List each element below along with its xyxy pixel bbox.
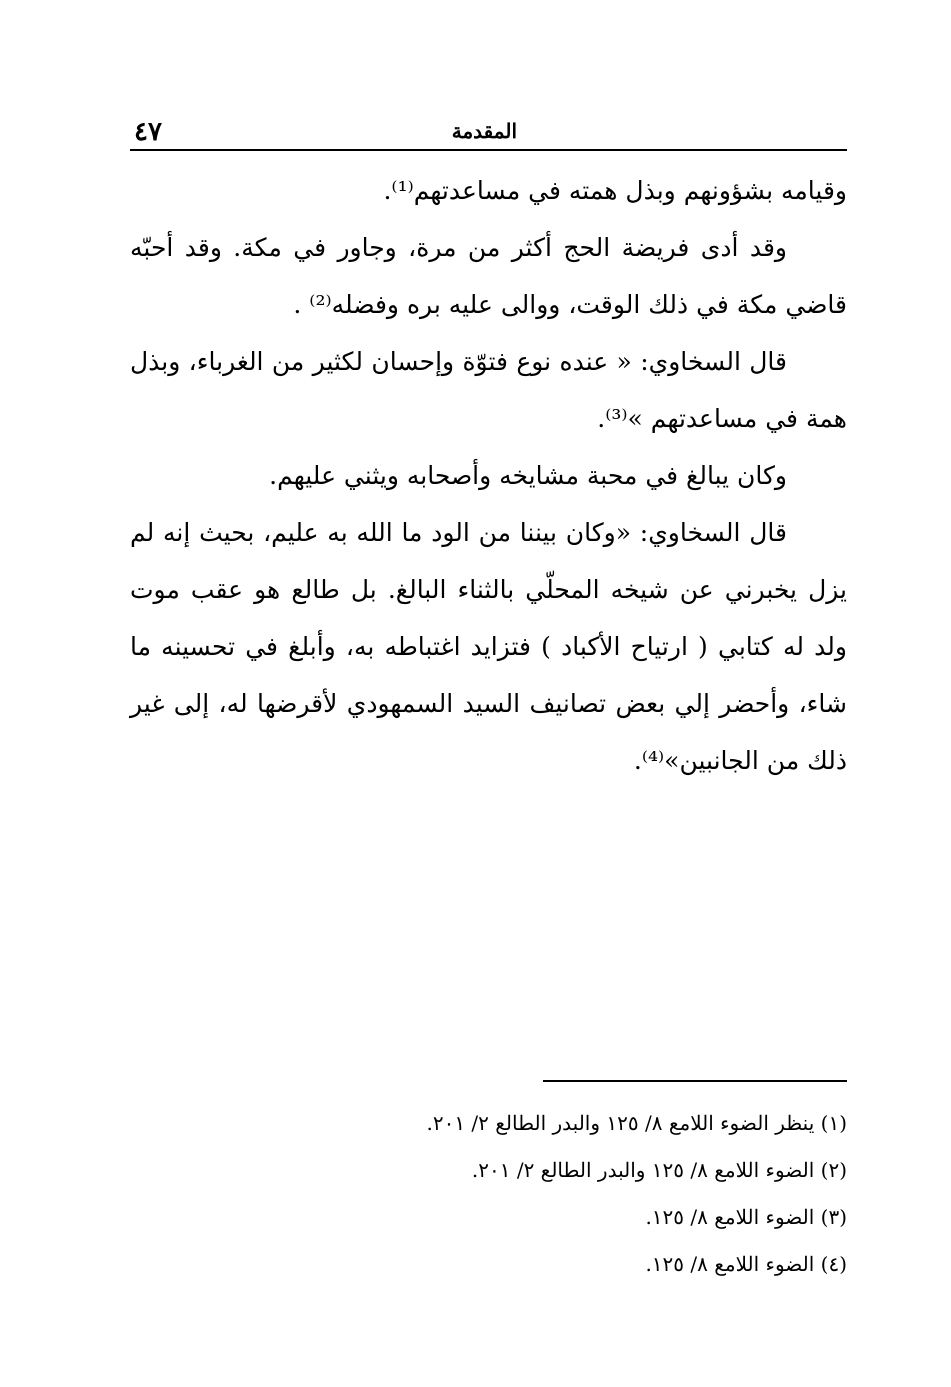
main-text (130, 162, 847, 789)
paragraph-3: قال السخاوي: « عنده نوع فتوّة وإحسان لكثير من الغرباء، وبذل همة في مساعدتهم »⁽³⁾. (130, 347, 847, 433)
running-header-title: المقدمة (451, 119, 517, 143)
footnote-4: (٤) الضوء اللامع ٨/ ١٢٥. (645, 1252, 847, 1276)
paragraph-4: وكان يبالغ في محبة مشايخه وأصحابه ويثني عليهم. (269, 461, 787, 490)
running-header (130, 117, 847, 151)
paragraph-1: وقيامه بشؤونهم وبذل همته في مساعدتهم⁽¹⁾. (383, 176, 847, 205)
paragraph-2: وقد أدى فريضة الحج أكثر من مرة، وجاور في مكة. وقد أحبّه قاضي مكة في ذلك الوقت، ووالى عليه بره وفضله⁽²⁾ . (130, 233, 847, 319)
footnote-2: (٢) الضوء اللامع ٨/ ١٢٥ والبدر الطالع ٢/ ٢٠١. (471, 1158, 847, 1182)
page-number: ٤٧ (134, 117, 162, 147)
footnotes (130, 1100, 847, 1288)
header-rule (130, 149, 847, 151)
footnote-3: (٣) الضوء اللامع ٨/ ١٢٥. (645, 1205, 847, 1229)
paragraph-5: قال السخاوي: «وكان بيننا من الود ما الله به عليم، بحيث إنه لم يزل يخبرني عن شيخه المحلّي بالثناء البالغ. بل طالع هو عقب موت ولد له كتابي ( ارتياح الأكباد ) فتزايد اغتباطه به، وأبلغ في تحسينه ما شاء، وأحضر إلي بعض تصانيف السيد السمهودي لأقرضها له، إلى غير ذلك من الجانبين»⁽⁴⁾. (130, 518, 847, 775)
footnote-1: (١) ينظر الضوء اللامع ٨/ ١٢٥ والبدر الطالع ٢/ ٢٠١. (426, 1111, 847, 1135)
footnote-rule (543, 1080, 847, 1082)
